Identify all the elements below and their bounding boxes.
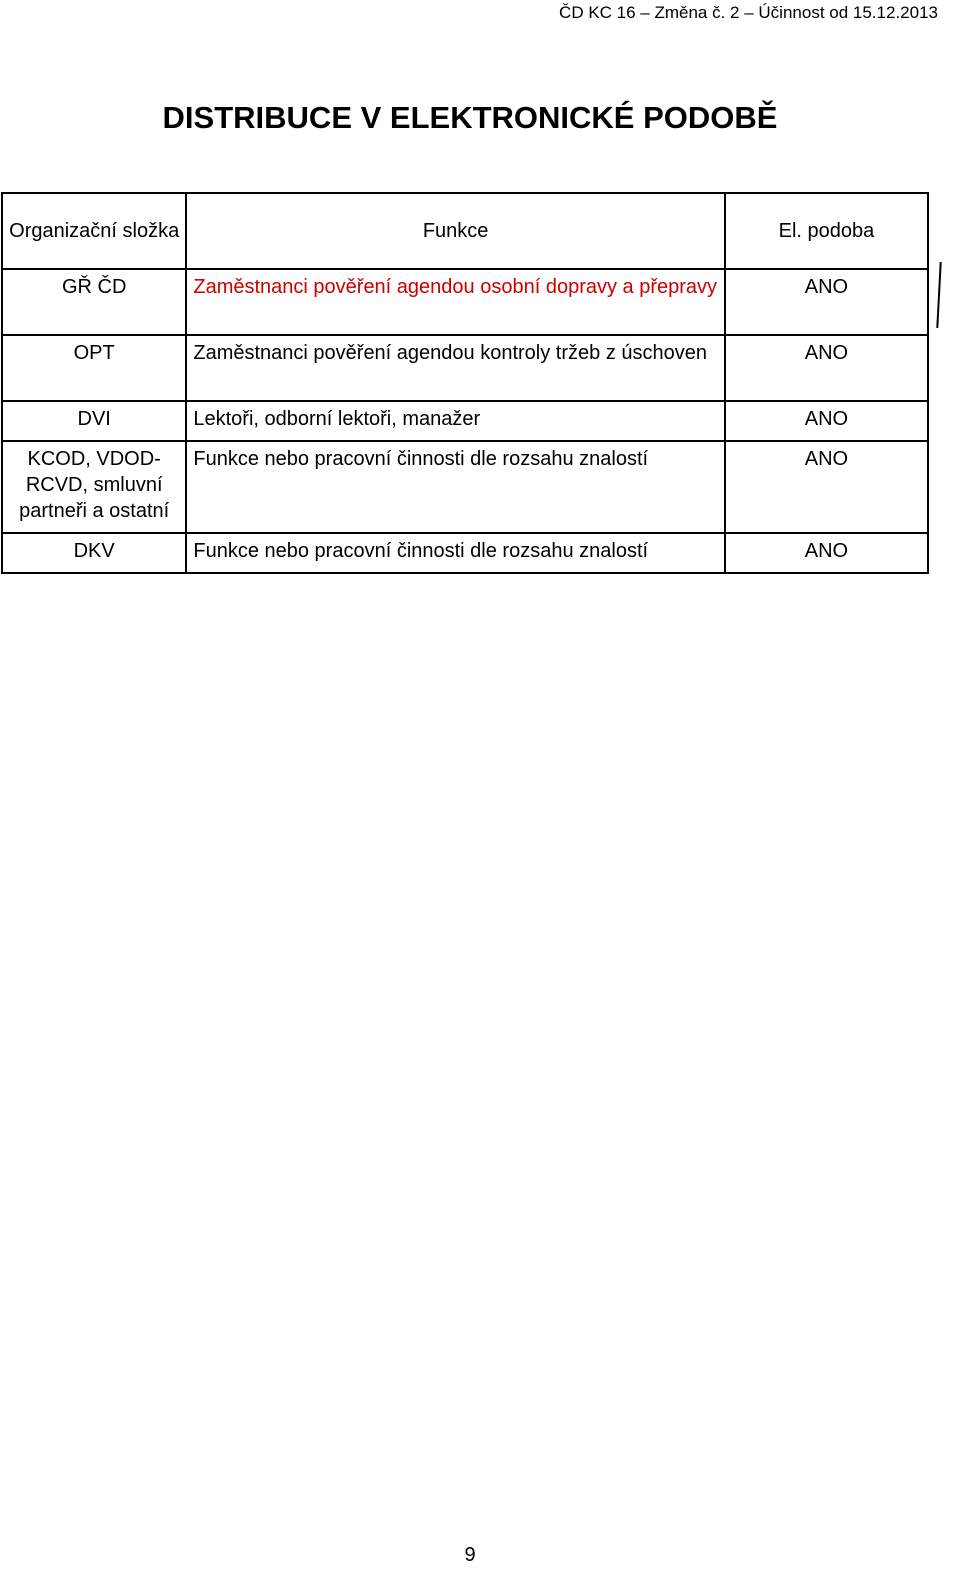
page-number: 9 [464, 1544, 476, 1566]
cell-org: GŘ ČD [2, 269, 186, 335]
document-header-note: ČD KC 16 – Změna č. 2 – Účinnost od 15.12.2013 [559, 3, 938, 22]
header-function: Funkce [186, 193, 725, 269]
cell-el-form: ANO [725, 269, 928, 335]
cell-org: DVI [2, 401, 186, 441]
cell-org: OPT [2, 335, 186, 401]
table-row [2, 269, 928, 335]
table-row [2, 441, 928, 533]
table-row [2, 533, 928, 573]
cell-el-form: ANO [725, 441, 928, 533]
page-title: DISTRIBUCE V ELEKTRONICKÉ PODOBĚ [162, 100, 778, 135]
table-header-row [2, 193, 928, 269]
cell-el-form: ANO [725, 533, 928, 573]
cell-function: Zaměstnanci pověření agendou osobní dopravy a přepravy [186, 269, 725, 335]
cell-function: Zaměstnanci pověření agendou kontroly tržeb z úschoven [186, 335, 725, 401]
change-bar-mark [936, 262, 941, 328]
cell-el-form: ANO [725, 335, 928, 401]
table-row [2, 401, 928, 441]
header-el-form: El. podoba [725, 193, 928, 269]
cell-function: Lektoři, odborní lektoři, manažer [186, 401, 725, 441]
cell-org: KCOD, VDOD-RCVD, smluvní partneři a ostatní [2, 441, 186, 533]
cell-function: Funkce nebo pracovní činnosti dle rozsahu znalostí [186, 441, 725, 533]
table-row [2, 335, 928, 401]
cell-function: Funkce nebo pracovní činnosti dle rozsahu znalostí [186, 533, 725, 573]
header-org: Organizační složka [2, 193, 186, 269]
cell-org: DKV [2, 533, 186, 573]
cell-el-form: ANO [725, 401, 928, 441]
distribution-table [1, 192, 929, 574]
